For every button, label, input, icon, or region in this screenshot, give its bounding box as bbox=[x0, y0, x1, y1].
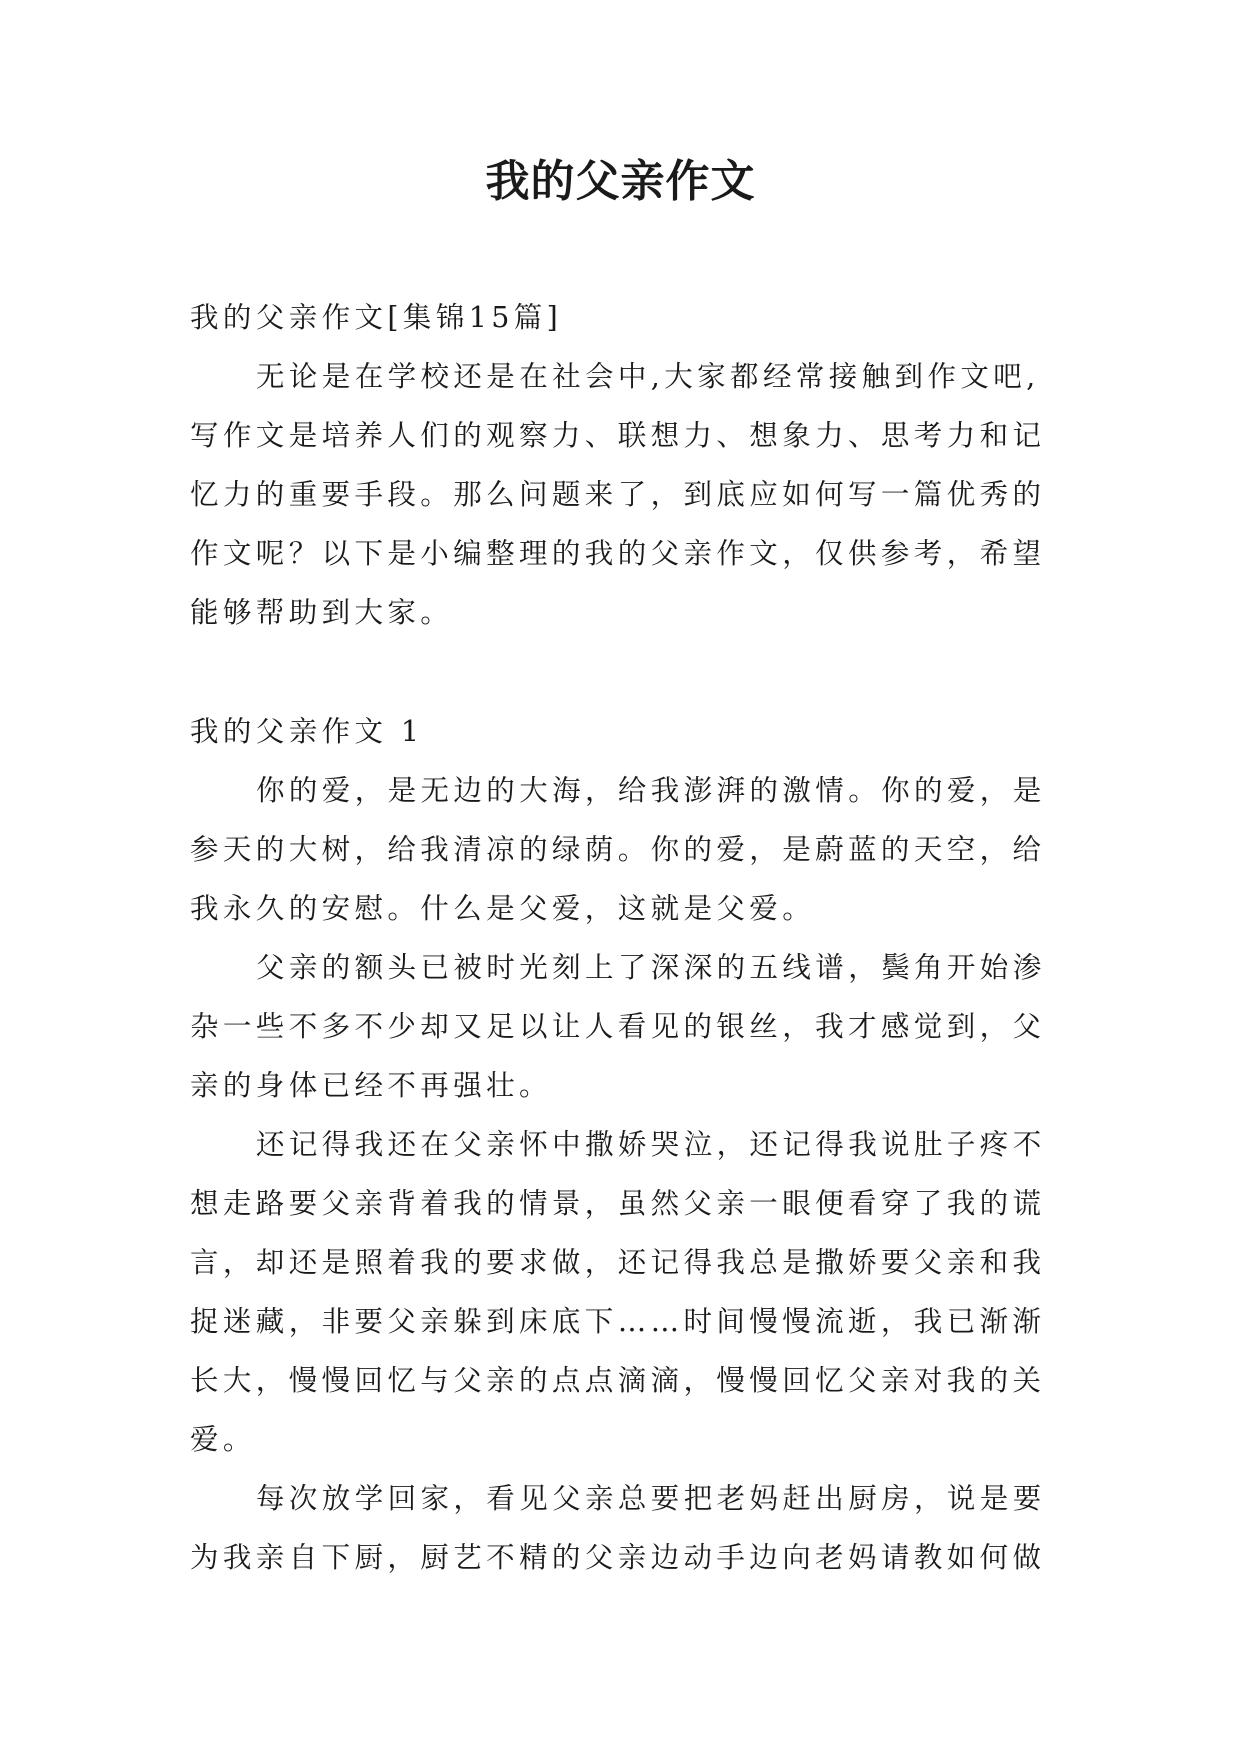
paragraph-line: 每次放学回家，看见父亲总要把老妈赶出厨房，说是要 bbox=[256, 1482, 1046, 1515]
paragraph-line: 写作文是培养人们的观察力、联想力、想象力、思考力和记 bbox=[190, 419, 1046, 452]
paragraph-line: 忆力的重要手段。那么问题来了，到底应如何写一篇优秀的 bbox=[190, 478, 1046, 511]
paragraph-line: 为我亲自下厨，厨艺不精的父亲边动手边向老妈请教如何做 bbox=[190, 1541, 1046, 1574]
body-paragraph bbox=[190, 1469, 1052, 1587]
paragraph-line: 想走路要父亲背着我的情景，虽然父亲一眼便看穿了我的谎 bbox=[190, 1187, 1046, 1220]
paragraph-line: 无论是在学校还是在社会中,大家都经常接触到作文吧, bbox=[256, 360, 1040, 393]
body-paragraph bbox=[190, 938, 1052, 1115]
paragraph-line: 亲的身体已经不再强壮。 bbox=[190, 1069, 552, 1102]
section-spacer bbox=[190, 642, 1052, 702]
body-paragraph bbox=[190, 761, 1052, 938]
section-heading: 我的父亲作文 1 bbox=[190, 715, 424, 748]
paragraph-line: 爱。 bbox=[190, 1423, 256, 1456]
document-subtitle: 我的父亲作文[集锦15篇] bbox=[190, 301, 563, 334]
paragraph-line: 作文呢？以下是小编整理的我的父亲作文，仅供参考，希望 bbox=[190, 537, 1046, 570]
paragraph-line: 言，却还是照着我的要求做，还记得我总是撒娇要父亲和我 bbox=[190, 1246, 1046, 1279]
paragraph-line: 长大，慢慢回忆与父亲的点点滴滴，慢慢回忆父亲对我的关 bbox=[190, 1364, 1046, 1397]
paragraph-line: 参天的大树，给我清凉的绿荫。你的爱，是蔚蓝的天空，给 bbox=[190, 833, 1046, 866]
paragraph-line: 父亲的额头已被时光刻上了深深的五线谱，鬓角开始渗 bbox=[256, 951, 1046, 984]
paragraph-line: 还记得我还在父亲怀中撒娇哭泣，还记得我说肚子疼不 bbox=[256, 1128, 1046, 1161]
intro-paragraph bbox=[190, 347, 1052, 642]
paragraph-line: 你的爱，是无边的大海，给我澎湃的激情。你的爱，是 bbox=[256, 774, 1046, 807]
paragraph-line: 能够帮助到大家。 bbox=[190, 596, 454, 629]
paragraph-line: 杂一些不多不少却又足以让人看见的银丝，我才感觉到，父 bbox=[190, 1010, 1046, 1043]
document-title: 我的父亲作文 bbox=[485, 156, 756, 207]
document-body bbox=[190, 288, 1052, 1587]
body-paragraph bbox=[190, 1115, 1052, 1469]
paragraph-line: 捉迷藏，非要父亲躲到床底下……时间慢慢流逝，我已渐渐 bbox=[190, 1305, 1046, 1338]
paragraph-line: 我永久的安慰。什么是父爱，这就是父爱。 bbox=[190, 892, 816, 925]
